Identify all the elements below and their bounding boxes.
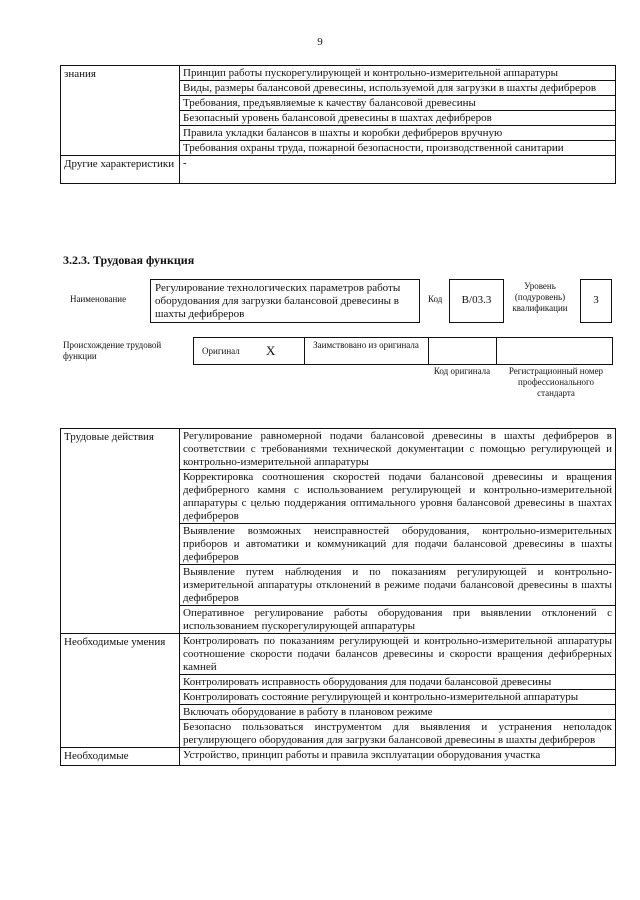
borrowed-label: Заимствовано из оригинала — [313, 340, 419, 350]
action-item: Оперативное регулирование работы оборудования при выявлении отклонений с использованием пускорегулирующей аппаратуры — [180, 606, 616, 634]
knowledge-item: Устройство, принцип работы и правила эксплуатации оборудования участка — [180, 748, 616, 766]
row-label-actions: Трудовые действия — [61, 429, 180, 634]
code-original-caption: Код оригинала — [433, 366, 491, 376]
action-item: Выявление путем наблюдения и по показаниям регулирующей и контрольно-измерительной аппаратуры отклонений в режиме подачи балансовой древесины в шахты дефибреров — [180, 565, 616, 606]
function-code-value: В/03.3 — [449, 279, 504, 323]
function-name-value: Регулирование технологических параметров работы оборудования для загрузки балансовой древесины в шахты дефибреров — [150, 279, 420, 323]
skill-item: Контролировать исправность оборудования для подачи балансовой древесины — [180, 675, 616, 690]
other-characteristics-value: - — [180, 156, 616, 184]
action-item: Корректировка соотношения скоростей подачи балансовой древесины и вращения дефибрерного камня с использованием регулирующей и контрольно-измерительной аппаратуры с целью поддержания оптимального уровня балансовой древесины в шахтах дефибреров — [180, 470, 616, 524]
knowledge-item: Правила укладки балансов в шахты и коробки дефибреров вручную — [180, 126, 616, 141]
row-label-skills: Необходимые умения — [61, 634, 180, 748]
original-mark: X — [266, 343, 276, 358]
action-item: Выявление возможных неисправностей оборудования, контрольно-измерительных приборов и автоматики и коммуникаций для подачи балансовой древесины в шахты дефибреров — [180, 524, 616, 565]
skill-item: Безопасно пользоваться инструментом для выявления и устранения неполадок регулирующего оборудования для загрузки балансовой древесины в шахты дефибреров — [180, 720, 616, 748]
origin-divider — [428, 338, 429, 364]
origin-label: Происхождение трудовой функции — [63, 340, 162, 361]
origin-box — [193, 337, 613, 365]
knowledge-item: Требования охраны труда, пожарной безопасности, производственной санитарии — [180, 141, 616, 156]
skill-item: Включать оборудование в работу в плановом режиме — [180, 705, 616, 720]
origin-divider — [304, 338, 305, 364]
section-heading: 3.2.3. Трудовая функция — [63, 253, 195, 267]
reg-number-caption: Регистрационный номер профессионального стандарта — [508, 366, 604, 398]
level-label: Уровень (подуровень) квалификации — [512, 281, 568, 313]
knowledge-item: Безопасный уровень балансовой древесины в шахтах дефибреров — [180, 111, 616, 126]
name-label: Наименование — [70, 294, 127, 304]
row-label-knowledge: знания — [61, 66, 180, 156]
row-label-other: Другие характеристики — [61, 156, 180, 184]
row-label-knowledge: Необходимые — [61, 748, 180, 766]
labor-function-table — [60, 428, 616, 766]
origin-divider — [496, 338, 497, 364]
knowledge-table-continued — [60, 65, 616, 184]
page-number: 9 — [317, 36, 323, 48]
original-label: Оригинал — [202, 346, 240, 356]
skill-item: Контролировать состояние регулирующей и контрольно-измерительной аппаратуры — [180, 690, 616, 705]
knowledge-item: Требования, предъявляемые к качеству балансовой древесины — [180, 96, 616, 111]
knowledge-item: Принцип работы пускорегулирующей и контрольно-измерительной аппаратуры — [180, 66, 616, 81]
code-label: Код — [428, 294, 443, 304]
knowledge-item: Виды, размеры балансовой древесины, используемой для загрузки в шахты дефибреров — [180, 81, 616, 96]
action-item: Регулирование равномерной подачи балансовой древесины в шахты дефибреров в соответствии с требованиями технической документации с помощью регулирующей и контрольно-измерительной аппаратуры — [180, 429, 616, 470]
skill-item: Контролировать по показаниям регулирующей и контрольно-измерительной аппаратуры соотношение скорости подачи балансов древесины и скорости вращения дефибрерных камней — [180, 634, 616, 675]
level-value: 3 — [580, 279, 612, 323]
